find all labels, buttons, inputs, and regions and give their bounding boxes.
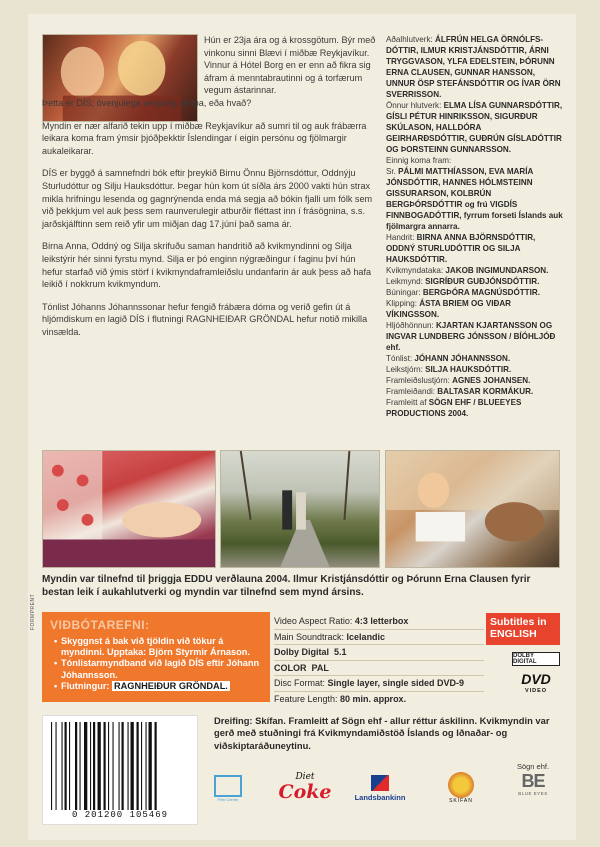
credit-value: SILJA HAUKSDÓTTIR. — [425, 365, 512, 374]
credit-value: JÓHANN JÓHANNSSON. — [414, 354, 511, 363]
award-caption: Myndin var tilnefnd til þriggja EDDU verðlauna 2004. Ilmur Kristjánsdóttir og Þórunn Erna Clausen fyrir bestan leik í aukahlutverki og myndin var tilnefnd sem mynd ársins. — [42, 574, 531, 598]
credit-row — [386, 265, 564, 276]
credit-row — [386, 364, 564, 375]
credit-value: BIRNA ANNA BJÖRNSDÓTTIR, ODDNÝ STURLUDÓTTIR OG SILJA HAUKSDÓTTIR. — [386, 233, 536, 264]
credit-label: Framleiðandi: — [386, 387, 438, 396]
credit-label: Sr. — [386, 167, 399, 176]
credit-label: Framleitt af — [386, 398, 429, 407]
credit-value: SÖGN EHF / BLUEEYES PRODUCTIONS 2004. — [386, 398, 522, 418]
barcode-bar — [131, 722, 134, 810]
credit-label: Leikmynd: — [386, 277, 426, 286]
barcode-bars — [49, 722, 193, 810]
barcode-bar — [137, 722, 139, 810]
credit-value: KJARTAN KJARTANSSON OG INGVAR LUNDBERG JÓNSSON / BÍÓHLJÓÐ ehf. — [386, 321, 556, 352]
barcode-bar — [65, 722, 67, 810]
credit-row — [386, 155, 564, 166]
credit-label: Önnur hlutverk: — [386, 101, 444, 110]
spec-label: COLOR — [274, 662, 307, 673]
barcode-bar — [80, 722, 81, 810]
credit-label: Framleiðslustjórn: — [386, 376, 453, 385]
barcode-bar — [128, 722, 129, 810]
extras-box — [42, 612, 270, 702]
spec-value: 80 min. approx. — [340, 693, 407, 704]
credit-row — [386, 353, 564, 364]
extras-item — [54, 681, 264, 692]
spec-value: PAL — [311, 662, 329, 673]
dvd-logo-icon — [510, 671, 562, 701]
barcode-bar — [56, 722, 57, 810]
dvd-logo-text: DVD — [521, 671, 551, 687]
credit-label: Tónlist: — [386, 354, 415, 363]
spec-value: 4:3 letterbox — [354, 616, 409, 626]
credit-value: ÁLFRÚN HELGA ÖRNÓLFS-DÓTTIR, ILMUR KRISTJÁNSDÓTTIR, ÁRNI TRYGGVASON, YLFA EDELSTEIN, ÞÓRUNN ERNA CLAUSEN, GUNNAR HANSSON, UNNUR ÖSP STEFÁNSDÓTTIR OG ÍVAR ÖRN SVERRISSON. — [386, 35, 561, 99]
credit-label: Leikstjórn: — [386, 365, 426, 374]
spec-label: Dolby Digital — [274, 647, 330, 658]
extras-heading: VIÐBÓTAREFNI: — [50, 618, 150, 632]
barcode-bar — [113, 722, 114, 810]
credit-label: Búningar: — [386, 288, 423, 297]
be-label: BE — [521, 771, 545, 791]
still-photo-sewing — [385, 450, 560, 568]
film-centre-logo — [210, 775, 246, 807]
landsbankinn-logo — [348, 775, 412, 809]
barcode-bar — [84, 722, 87, 810]
barcode-bar — [62, 722, 63, 810]
still-photo-bedroom — [42, 450, 216, 568]
credit-value: PÁLMI MATTHÍASSON, EVA MARÍA JÓNSDÓTTIR, HANNES HÓLMSTEINN GISSURARSON, KOLBRÚN BERGÞÓRSDÓTTIR og frú VIGDÍS FINNBOGADÓTTIR, fyrrum forseti Íslands auk fjölmargra annarra. — [386, 167, 563, 231]
blueeyes-logo — [508, 762, 558, 810]
synopsis — [42, 34, 376, 348]
synopsis-p4: Birna Anna, Oddný og Silja skrifuðu saman handritið að kvikmyndinni og Silja leikstýrir hér sinni fyrstu mynd. Silja er þó enginn nýgræðingur í faginu því hún hefur starfað við ýmis störf í kvikmyndaframleiðslu undanfarin ár auk þess að hafa leikið í nokkrum kvikmyndum. — [42, 241, 372, 290]
synopsis-intro: Hún er 23ja ára og á krossgötum. Býr með vinkonu sinni Blævi í miðbæ Reykjavíkur. Vinnur á Hótel Borg en er enn að fikra sig áfram á menntabrautinni og á torfærum vegum ástarinnar. — [204, 35, 376, 96]
dvd-logo-sub: VIDEO — [524, 688, 548, 694]
spec-label: Feature Length: — [274, 693, 341, 704]
barcode-bar — [119, 722, 120, 810]
synopsis-p2: Myndin er nær alfarið tekin upp í miðbæ Reykjavíkur að sumri til og auk frábærra leikara koma fram ýmsir þjóðþekktir Íslendingar í eigin persónu og fjölmargir aukaleikarar. — [42, 120, 367, 156]
spec-value: 5.1 — [334, 647, 347, 658]
coke-label: Coke — [278, 781, 332, 803]
credit-value: SIGRÍÐUR GUÐJÓNSDÓTTIR. — [425, 277, 540, 286]
credit-label: Aðalhlutverk: — [386, 35, 436, 44]
extras-item: • Tónlistarmyndband við lagið DÍS eftir Jóhann Jóhannsson. — [54, 658, 264, 680]
barcode-bar — [51, 722, 52, 810]
synopsis-p5: Tónlist Jóhanns Jóhannssonar hefur fengið frábæra dóma og verið gefin út á hljómdiskum en lagið DÍS í flutningi RAGNHEIÐAR GRÖNDAL hefur notið mikilla vinsælda. — [42, 301, 368, 337]
still-photo-park — [220, 450, 380, 568]
extras-item-value: RAGNHEIÐUR GRÖNDAL. — [114, 680, 228, 691]
barcode-bar — [75, 722, 77, 810]
film-centre-label: Film Centre — [217, 797, 239, 802]
synopsis-tagline: Þetta er DÍS; óvenjulega venjuleg stelpa, eða hvað? — [42, 97, 252, 108]
extras-item: • Skyggnst á bak við tjöldin við tökur á myndinni. Upptaka: Björn Styrmir Árnason. — [54, 636, 264, 658]
synopsis-p3: DÍS er byggð á samnefndri bók eftir þreykið Birnu Önnu Björnsdóttur, Oddnýju Sturludóttur og Silju Hauksdóttur. Þegar hún kom út síðla árs 2000 vakti hún strax mikla hrifningu lesenda og gagnrýnenda enda má segja að bókin fjalli um fólk sem við þekkjum vel auk þess sem raunverulegir atburðir fléttast inn í frásögnina, s.s. jarðskjálftinn sem reið yfir um miðjan dag 17.júní það sama ár. — [42, 168, 373, 229]
credit-label: Handrit: — [386, 233, 417, 242]
skifan-icon — [448, 772, 474, 798]
tech-specs — [274, 614, 484, 707]
credit-row — [386, 375, 564, 386]
barcode-bar — [146, 722, 147, 810]
barcode-bar — [122, 722, 124, 810]
credits-list — [386, 34, 564, 419]
credit-row — [386, 320, 564, 353]
credit-value: BALTASAR KORMÁKUR. — [437, 387, 534, 396]
barcode-bar — [155, 722, 157, 810]
barcode — [42, 715, 198, 825]
diet-coke-logo — [274, 772, 336, 806]
blueeyes-label: BLUE EYES — [518, 791, 548, 796]
barcode-bar — [90, 722, 91, 810]
barcode-bar — [108, 722, 109, 810]
distribution-rights: Dreifing: Skífan. Framleitt af Sögn ehf - allur réttur áskilinn. Kvikmyndin var gerð með stuðningi frá Kvikmyndamiðstöð Íslands og Iðnaðar- og viðskiptaráðuneytinu. — [214, 715, 550, 751]
spec-label: Disc Format: — [274, 678, 328, 689]
sogn-label: Sögn ehf. — [516, 762, 550, 771]
barcode-number: 0 201200 105469 — [71, 810, 168, 820]
spec-soundtrack — [274, 629, 484, 645]
landsbankinn-icon — [371, 775, 389, 791]
dolby-logo-icon: DOLBY DIGITAL — [512, 652, 560, 666]
credit-row — [386, 298, 564, 320]
credit-value: BERGÞÓRA MAGNÚSDÓTTIR. — [422, 288, 540, 297]
skifan-logo — [440, 772, 482, 810]
credit-value: AGNES JOHANSEN. — [452, 376, 531, 385]
credit-row — [386, 34, 564, 100]
spec-value: Icelandic — [346, 631, 386, 642]
skifan-label: SKÍFAN — [449, 798, 473, 804]
barcode-bar — [98, 722, 101, 810]
extras-list — [54, 636, 264, 692]
landsbankinn-label: Landsbankinn — [354, 793, 406, 802]
spec-disc — [274, 675, 484, 691]
credit-row — [386, 100, 564, 155]
barcode-bar — [69, 722, 70, 810]
spec-dolby — [274, 644, 484, 660]
credit-label: Einnig koma fram: — [386, 156, 452, 165]
credit-value: JAKOB INGIMUNDARSON. — [445, 266, 549, 275]
film-centre-icon — [214, 775, 242, 797]
credit-label: Hljóðhönnun: — [386, 321, 436, 330]
credit-row — [386, 386, 564, 397]
barcode-bar — [104, 722, 106, 810]
credit-value: ELMA LÍSA GUNNARSDÓTTIR, GÍSLI PÉTUR HINRIKSSON, SIGURÐUR SKÚLASON, HALLDÓRA GEIRHARÐSDÓTTIR, GUÐRÚN GÍSLADÓTTIR OG ÞORSTEINN GUNNARSSON. — [386, 101, 563, 154]
barcode-bar — [141, 722, 142, 810]
spec-length — [274, 691, 484, 707]
spec-label: Video Aspect Ratio: — [274, 616, 355, 626]
subtitles-badge: Subtitles in ENGLISH — [486, 613, 560, 645]
credit-label: Kvikmyndataka: — [386, 266, 446, 275]
credit-row — [386, 166, 564, 232]
barcode-bar — [149, 722, 152, 810]
barcode-bar — [93, 722, 95, 810]
credit-value: ÁSTA BRIEM OG VIÐAR VÍKINGSSON. — [386, 299, 512, 319]
credit-row — [386, 276, 564, 287]
spec-value: Single layer, single sided DVD-9 — [327, 678, 465, 689]
credit-row — [386, 287, 564, 298]
spec-color — [274, 660, 484, 676]
diet-label: Diet — [295, 772, 315, 782]
spec-aspect — [274, 614, 484, 629]
credit-row — [386, 397, 564, 419]
extras-item-label: Flutningur: — [61, 680, 113, 691]
credit-label: Klipping: — [386, 299, 420, 308]
printer-mark: FORMPRENT — [30, 593, 36, 630]
credit-row — [386, 232, 564, 265]
spec-label: Main Soundtrack: — [274, 631, 347, 642]
